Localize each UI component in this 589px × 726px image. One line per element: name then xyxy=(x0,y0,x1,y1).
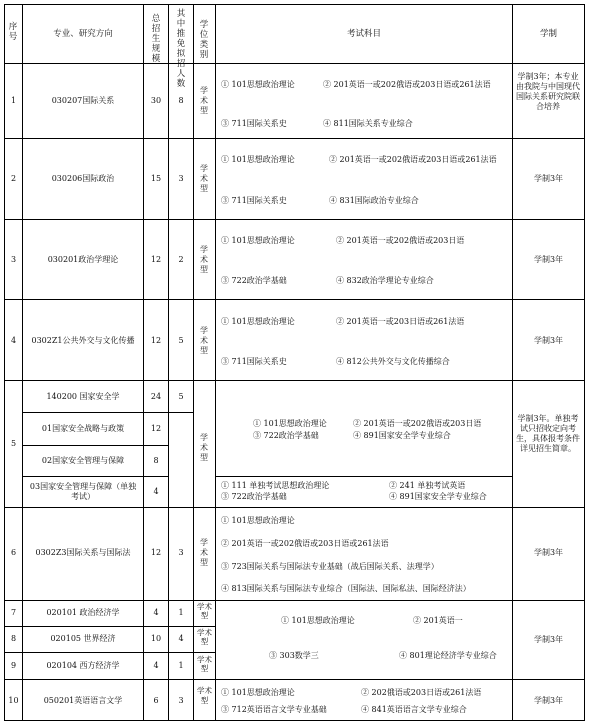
total-cell: 24 xyxy=(150,392,162,401)
exam-item: ④ 841英语语言文学专业综合 xyxy=(361,705,467,714)
exam-item: ③ 712英语语言文学专业基础 xyxy=(221,705,327,714)
row-number: 2 xyxy=(10,174,17,183)
duration-cell: 学制3年；本专业由我院与中国现代国际关系研究院联合培养 xyxy=(516,72,580,111)
header-exam: 考试科目 xyxy=(346,29,381,39)
rule xyxy=(4,4,584,5)
total-cell: 10 xyxy=(150,634,162,643)
row-number: 7 xyxy=(10,608,17,617)
duration-cell: 学制3年 xyxy=(533,336,564,345)
major-cell: 0302Z1公共外交与文化传播 xyxy=(31,336,135,345)
degree-cell: 学术型 xyxy=(200,538,208,567)
rule xyxy=(215,476,512,477)
header-major: 专业、研究方向 xyxy=(53,29,113,39)
total-cell: 8 xyxy=(153,456,159,465)
exam-item: ④ 832政治学理论专业综合 xyxy=(336,276,434,285)
exam-item: ② 202俄语或203日语或261法语 xyxy=(361,688,482,697)
exam-item: ③ 711国际关系史 xyxy=(221,119,287,128)
major-cell: 020105 世界经济 xyxy=(50,634,116,643)
total-cell: 12 xyxy=(150,548,162,557)
row-number: 9 xyxy=(10,661,17,670)
major-cell: 140200 国家安全学 xyxy=(46,392,120,401)
degree-cell: 学术型 xyxy=(200,245,208,274)
total-cell: 4 xyxy=(153,608,159,617)
rule xyxy=(22,476,168,477)
degree-cell: 学术型 xyxy=(200,86,208,115)
exam-item: ④ 801理论经济学专业综合 xyxy=(399,651,497,660)
degree-cell: 学术型 xyxy=(200,326,208,355)
exam-item: ③ 722政治学基础 xyxy=(221,492,287,501)
exam-item: ③ 303数学三 xyxy=(269,651,319,660)
major-cell: 020101 政治经济学 xyxy=(46,608,120,617)
degree-cell: 学术型 xyxy=(197,655,212,673)
major-cell: 050201英语语言文学 xyxy=(43,696,123,705)
exam-item: ④ 891国家安全学专业综合 xyxy=(353,431,451,440)
major-cell: 030206国际政治 xyxy=(51,174,115,183)
exam-item: ① 101思想政治理论 xyxy=(281,616,355,625)
degree-cell: 学术型 xyxy=(197,686,212,705)
exam-item: ③ 722政治学基础 xyxy=(221,276,287,285)
exam-item: ③ 722政治学基础 xyxy=(253,431,319,440)
rule xyxy=(4,380,584,381)
header-degree: 学位类别 xyxy=(199,20,209,60)
major-cell: 030207国际关系 xyxy=(51,96,115,105)
rule xyxy=(22,445,168,446)
rec-cell: 8 xyxy=(178,96,184,105)
degree-cell: 学术型 xyxy=(200,433,208,462)
duration-cell: 学制3年。单独考试只招收定向考生，具体报考条件详见招生简章。 xyxy=(516,414,580,453)
total-cell: 15 xyxy=(150,174,162,183)
rule xyxy=(512,4,513,721)
exam-item: ② 241 单独考试英语 xyxy=(389,481,466,490)
exam-item: ④ 891国家安全学专业综合 xyxy=(389,492,487,501)
major-cell: 03国家安全管理与保障（单独考试） xyxy=(29,482,137,501)
degree-cell: 学术型 xyxy=(197,602,212,620)
exam-item: ③ 711国际关系史 xyxy=(221,196,287,205)
rule xyxy=(4,299,584,300)
major-cell: 0302Z3国际关系与国际法 xyxy=(35,548,131,557)
rule xyxy=(4,626,215,627)
degree-cell: 学术型 xyxy=(200,164,208,193)
exam-item: ① 101思想政治理论 xyxy=(221,516,295,525)
rec-cell: 3 xyxy=(178,548,184,557)
rec-cell: 5 xyxy=(178,392,184,401)
header-total: 总招生规模 xyxy=(151,14,161,64)
exam-item: ② 201英语一 xyxy=(413,616,463,625)
exam-item: ④ 811国际关系专业综合 xyxy=(323,119,413,128)
duration-cell: 学制3年 xyxy=(533,548,564,557)
row-number: 10 xyxy=(8,696,19,705)
rule xyxy=(4,63,584,64)
rule xyxy=(4,652,215,653)
rule xyxy=(4,679,584,680)
rule xyxy=(4,720,584,721)
exam-item: ① 101思想政治理论 xyxy=(221,155,295,164)
exam-item: ② 201英语一或202俄语或203日语或261法语 xyxy=(221,539,389,548)
rec-cell: 2 xyxy=(178,255,184,264)
row-number: 4 xyxy=(10,336,17,345)
rec-cell: 1 xyxy=(178,661,184,670)
row-number: 5 xyxy=(10,439,17,448)
total-cell: 12 xyxy=(150,336,162,345)
rec-cell: 3 xyxy=(178,696,184,705)
total-cell: 12 xyxy=(150,255,162,264)
total-cell: 6 xyxy=(153,696,159,705)
exam-item: ④ 831国际政治专业综合 xyxy=(329,196,419,205)
rule xyxy=(4,600,584,601)
major-cell: 020104 西方经济学 xyxy=(46,661,120,670)
rec-cell: 5 xyxy=(178,336,184,345)
rec-cell: 1 xyxy=(178,608,184,617)
total-cell: 30 xyxy=(150,96,162,105)
total-cell: 4 xyxy=(153,661,159,670)
duration-cell: 学制3年 xyxy=(533,635,564,644)
rule xyxy=(4,507,584,508)
total-cell: 12 xyxy=(150,424,162,433)
degree-cell: 学术型 xyxy=(197,628,212,646)
exam-item: ① 101思想政治理论 xyxy=(253,419,327,428)
exam-item: ④ 813国际关系与国际法专业综合（国际法、国际私法、国际经济法） xyxy=(221,584,471,593)
exam-item: ① 111 单独考试思想政治理论 xyxy=(221,481,330,490)
row-number: 1 xyxy=(10,96,17,105)
exam-item: ② 201英语一或202俄语或203日语 xyxy=(336,236,465,245)
rule xyxy=(4,138,584,139)
exam-item: ① 101思想政治理论 xyxy=(221,236,295,245)
rule xyxy=(4,219,584,220)
major-cell: 01国家安全战略与政策 xyxy=(41,424,125,433)
exam-item: ③ 723国际关系与国际法专业基础（战后国际关系、法理学） xyxy=(221,562,439,571)
rec-cell: 3 xyxy=(178,174,184,183)
total-cell: 4 xyxy=(153,487,159,496)
row-number: 6 xyxy=(10,548,17,557)
header-duration: 学制 xyxy=(539,29,557,39)
rule xyxy=(215,4,216,721)
exam-item: ① 101思想政治理论 xyxy=(221,80,295,89)
exam-item: ① 101思想政治理论 xyxy=(221,688,295,697)
header-rec: 其中推免拟招人数 xyxy=(176,9,186,89)
exam-item: ④ 812公共外交与文化传播综合 xyxy=(336,357,450,366)
duration-cell: 学制3年 xyxy=(533,255,564,264)
exam-item: ② 201英语一或202俄语或203日语或261法语 xyxy=(323,80,491,89)
header-seq: 序号 xyxy=(8,22,18,42)
exam-item: ③ 711国际关系史 xyxy=(221,357,287,366)
duration-cell: 学制3年 xyxy=(533,696,564,705)
exam-item: ② 201英语一或202俄语或203日语或261法语 xyxy=(329,155,497,164)
rule xyxy=(584,4,585,721)
major-cell: 030201政治学理论 xyxy=(47,255,119,264)
rec-cell: 4 xyxy=(178,634,184,643)
row-number: 8 xyxy=(10,634,17,643)
row-number: 3 xyxy=(10,255,17,264)
exam-item: ② 201英语一或202俄语或203日语 xyxy=(353,419,482,428)
exam-item: ① 101思想政治理论 xyxy=(221,317,295,326)
exam-item: ② 201英语一或203日语或261法语 xyxy=(336,317,465,326)
duration-cell: 学制3年 xyxy=(533,174,564,183)
major-cell: 02国家安全管理与保障 xyxy=(41,456,125,465)
